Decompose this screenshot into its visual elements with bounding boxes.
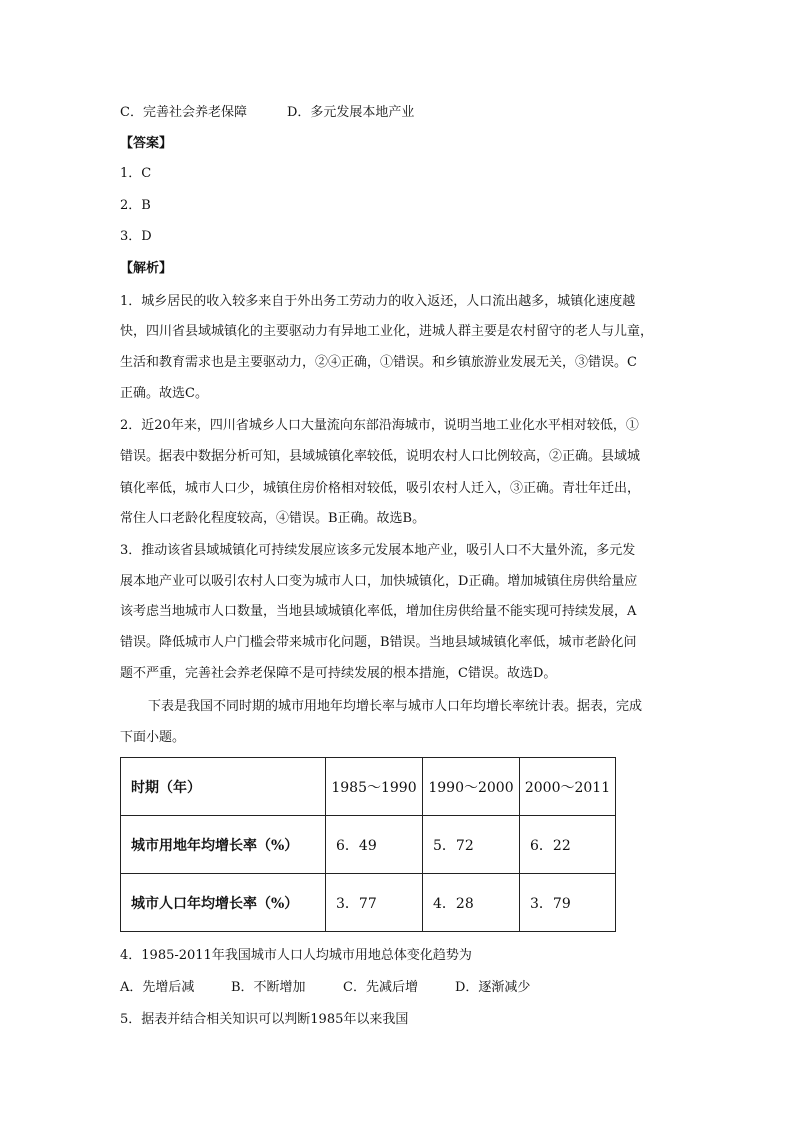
table-cell: 5．72: [423, 816, 520, 874]
analysis-heading: 【解析】: [120, 261, 173, 276]
analysis-p1-line: 1．城乡居民的收入较多来自于外出务工劳动力的收入返还，人口流出越多，城镇化速度越: [120, 294, 636, 309]
answer-item-1: 1．C: [120, 166, 152, 181]
analysis-p2-line: 错误。据表中数据分析可知，县域城镇化率较低，说明农村人口比例较高，②正确。县域城: [120, 449, 641, 464]
analysis-p2-line: 常住人口老龄化程度较高，④错误。B正确。故选B。: [120, 511, 426, 526]
intro-line: 下表是我国不同时期的城市用地年均增长率与城市人口年均增长率统计表。据表，完成: [148, 699, 643, 714]
analysis-p3-line: 该考虑当地城市人口数量，当地县域城镇化率低，增加住房供给量不能实现可持续发展，A: [120, 604, 637, 619]
table-cell: 3．79: [520, 874, 616, 932]
answer-item-2: 2．B: [120, 198, 151, 213]
answer-item-3: 3．D: [120, 229, 152, 244]
growth-rate-table: [120, 757, 616, 932]
analysis-p2-line: 镇化率低，城市人口少，城镇住房价格相对较低，吸引农村人迁入，③正确。青壮年迁出，: [120, 481, 641, 496]
analysis-p3-line: 错误。降低城市人户门槛会带来城市化问题，B错误。当地县域城镇化率低，城市老龄化问: [120, 635, 637, 650]
q4-stem: 4．1985-2011年我国城市人口人均城市用地总体变化趋势为: [120, 948, 472, 963]
q4-option-a: A．先增后减: [120, 980, 195, 995]
analysis-p3-line: 展本地产业可以吸引农村人口变为城市人口，加快城镇化，D正确。增加城镇住房供给量应: [120, 574, 638, 589]
table-cell: 6．49: [326, 816, 423, 874]
analysis-p1-line: 快，四川省县域城镇化的主要驱动力有异地工业化，进城人群主要是农村留守的老人与儿童，: [120, 324, 654, 339]
table-header-cell: 2000～2011: [520, 758, 616, 816]
analysis-p1-line: 生活和教育需求也是主要驱动力，②④正确，①错误。和乡镇旅游业发展无关，③错误。C: [120, 355, 637, 370]
analysis-p2-line: 2．近20年来，四川省城乡人口大量流向东部沿海城市，说明当地工业化水平相对较低，①: [120, 418, 639, 433]
answer-heading: 【答案】: [120, 136, 173, 151]
table-cell: 6．22: [520, 816, 616, 874]
analysis-p1-line: 正确。故选C。: [120, 386, 208, 401]
table-header-row: [121, 758, 616, 816]
table-row-label: 城市用地年均增长率（%）: [121, 816, 326, 874]
table-row: [121, 874, 616, 932]
option-c: C．完善社会养老保障: [120, 105, 247, 120]
analysis-p3-line: 题不严重，完善社会养老保障不是可持续发展的根本措施，C错误。故选D。: [120, 666, 557, 681]
table-cell: 3．77: [326, 874, 423, 932]
q4-option-d: D．逐渐减少: [455, 980, 531, 995]
analysis-p3-line: 3．推动该省县域城镇化可持续发展应该多元发展本地产业，吸引人口不大量外流，多元发: [120, 543, 636, 558]
table-cell: 4．28: [423, 874, 520, 932]
table-row-label: 城市人口年均增长率（%）: [121, 874, 326, 932]
table-header-period: 时期（年）: [121, 758, 326, 816]
q5-stem: 5．据表并结合相关知识可以判断1985年以来我国: [120, 1012, 409, 1027]
table-header-cell: 1990～2000: [423, 758, 520, 816]
table-header-cell: 1985～1990: [326, 758, 423, 816]
q4-option-b: B．不断增加: [231, 980, 306, 995]
table-row: [121, 816, 616, 874]
q4-option-c: C．先减后增: [343, 980, 418, 995]
intro-line: 下面小题。: [120, 730, 186, 745]
option-d: D．多元发展本地产业: [287, 105, 415, 120]
